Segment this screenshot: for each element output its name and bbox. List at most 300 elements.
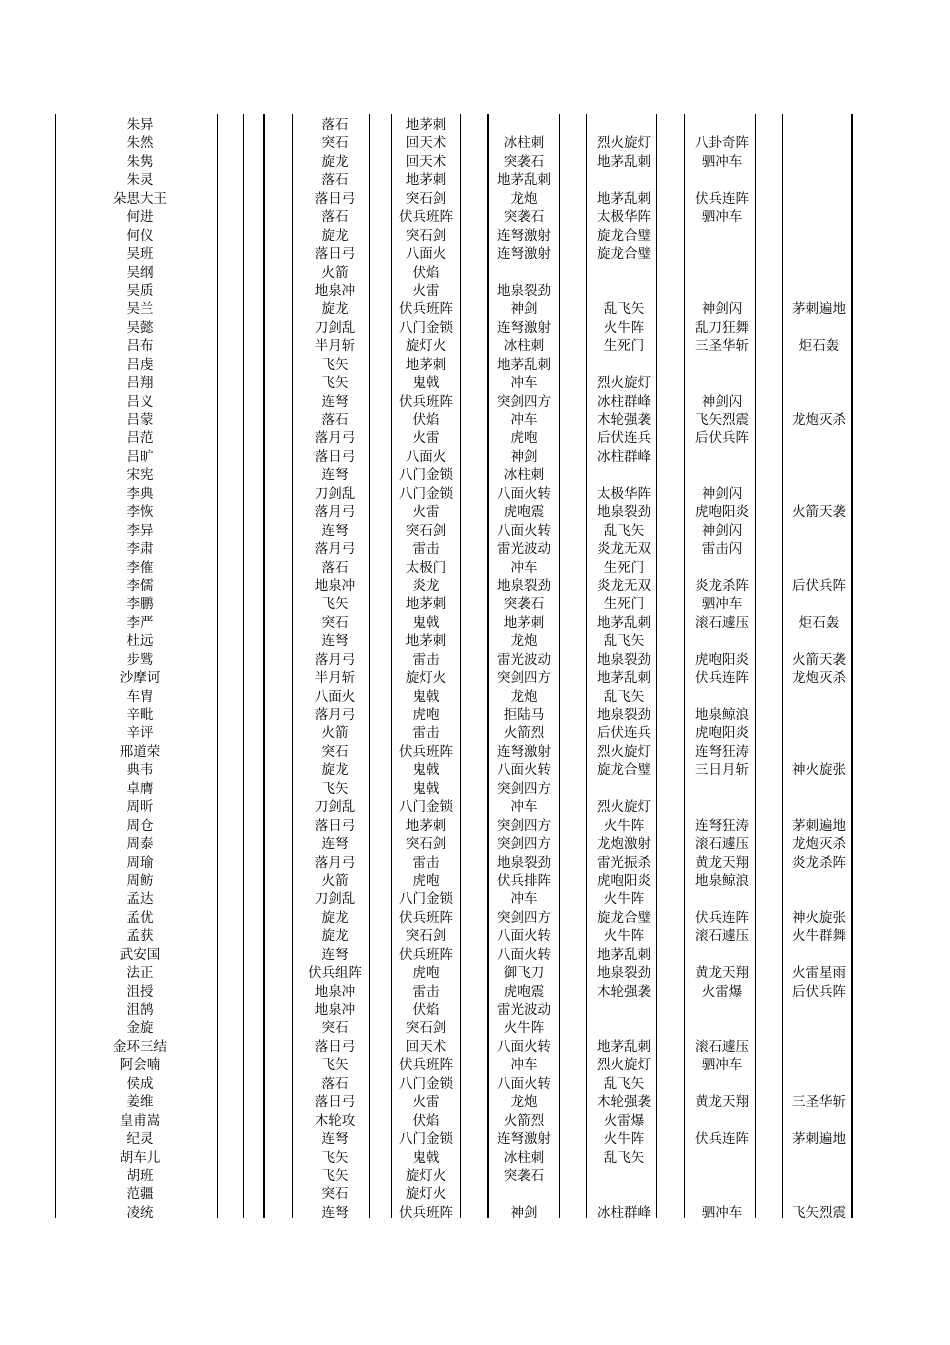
- skill-5-cell: [682, 946, 762, 964]
- table-row: [0, 1001, 950, 1019]
- skill-1-cell: 连弩: [321, 393, 349, 410]
- skill-2-cell: 太极门: [405, 559, 447, 576]
- skill-2-cell: 旋灯火: [405, 1167, 447, 1184]
- skill-6-cell: [780, 632, 858, 650]
- skill-6-cell: 龙炮灭杀: [792, 836, 846, 853]
- skill-3-cell: 神剑: [510, 301, 538, 318]
- skill-4-cell: 旋龙合璧: [597, 227, 651, 244]
- skill-2-cell: 地茅刺: [405, 117, 447, 133]
- skill-6-cell: [780, 540, 858, 558]
- table-row: [0, 1167, 950, 1185]
- table-row: [0, 245, 950, 263]
- skill-1-cell: 八面火: [314, 688, 356, 705]
- skill-6-cell: 火箭天袭: [792, 651, 846, 668]
- skill-6-cell: [780, 264, 858, 282]
- skill-6-cell: [780, 872, 858, 890]
- skill-1-cell: 突石: [321, 1186, 349, 1203]
- skill-3-cell: 突剑四方: [497, 670, 551, 687]
- skill-1-cell: 落石: [321, 117, 349, 133]
- skill-6-cell: [780, 466, 858, 484]
- table-row: [0, 448, 950, 466]
- skill-2-cell: 八门金锁: [399, 1131, 453, 1148]
- skill-3-cell: 虎咆: [510, 430, 538, 447]
- general-name-cell: 纪灵: [126, 1131, 154, 1148]
- skill-6-cell: [780, 429, 858, 447]
- skill-5-cell: 驷冲车: [701, 209, 743, 226]
- skill-6-cell: [780, 1001, 858, 1019]
- skill-5-cell: 连弩狂涛: [695, 817, 749, 834]
- skill-4-cell: 乱飞矢: [603, 688, 645, 705]
- skill-5-cell: 黄龙天翔: [695, 965, 749, 982]
- skill-5-cell: [682, 282, 762, 300]
- skill-3-cell: 连弩激射: [497, 227, 551, 244]
- table-row: [0, 411, 950, 429]
- skill-6-cell: [780, 1038, 858, 1056]
- table-row: [0, 1130, 950, 1148]
- skill-2-cell: 雷击: [412, 983, 440, 1000]
- table-row: [0, 798, 950, 816]
- skill-3-cell: 八面火转: [497, 946, 551, 963]
- general-name-cell: 周泰: [126, 836, 154, 853]
- skill-4-cell: [584, 780, 664, 798]
- skill-4-cell: [584, 1001, 664, 1019]
- table-body: [0, 116, 950, 1222]
- table-row: [0, 171, 950, 189]
- skill-1-cell: 突石: [321, 743, 349, 760]
- skill-4-cell: 地泉裂劲: [597, 504, 651, 521]
- skill-2-cell: 雷击: [412, 854, 440, 871]
- general-name-cell: 胡班: [126, 1167, 154, 1184]
- skill-3-cell: 连弩激射: [497, 319, 551, 336]
- general-name-cell: 武安国: [119, 946, 161, 963]
- skill-6-cell: [780, 559, 858, 577]
- skill-2-cell: 虎咆: [412, 707, 440, 723]
- skill-3-cell: 龙炮: [510, 688, 538, 705]
- skill-6-cell: [780, 1112, 858, 1130]
- skill-4-cell: 虎咆阳炎: [597, 872, 651, 889]
- skill-6-cell: [780, 245, 858, 263]
- skill-2-cell: 伏兵班阵: [399, 209, 453, 226]
- skill-4-cell: 炎龙无双: [597, 541, 651, 558]
- skill-5-cell: [682, 890, 762, 908]
- skill-5-cell: [682, 798, 762, 816]
- general-name-cell: 典韦: [126, 762, 154, 779]
- table-row: [0, 116, 950, 134]
- general-name-cell: 孟达: [126, 891, 154, 908]
- skill-3-cell: 八面火转: [497, 1038, 551, 1055]
- skill-6-cell: 龙炮灭杀: [792, 670, 846, 687]
- table-row: [0, 540, 950, 558]
- skill-3-cell: 八面火转: [497, 928, 551, 945]
- table-row: [0, 134, 950, 152]
- skill-3-cell: 伏兵排阵: [497, 872, 551, 889]
- skill-5-cell: 驷冲车: [701, 1204, 743, 1221]
- general-name-cell: 何进: [126, 209, 154, 226]
- general-name-cell: 周仓: [126, 817, 154, 834]
- skill-2-cell: 八门金锁: [399, 485, 453, 502]
- skill-5-cell: 驷冲车: [701, 1057, 743, 1074]
- table-row: [0, 983, 950, 1001]
- skill-5-cell: 神剑闪: [701, 522, 743, 539]
- skill-6-cell: [780, 374, 858, 392]
- skill-4-cell: 乱飞矢: [603, 633, 645, 650]
- skill-1-cell: 落日弓: [314, 448, 356, 465]
- skill-2-cell: 八门金锁: [399, 319, 453, 336]
- skill-5-cell: 黄龙天翔: [695, 854, 749, 871]
- skill-4-cell: 火雷爆: [603, 1112, 645, 1129]
- skill-1-cell: 旋龙: [321, 762, 349, 779]
- skill-3-cell: 冰柱刺: [503, 1149, 545, 1166]
- general-name-cell: 卓膺: [126, 780, 154, 797]
- skill-6-cell: [780, 798, 858, 816]
- skill-2-cell: 虎咆: [412, 872, 440, 889]
- skill-6-cell: 茅刺遍地: [792, 817, 846, 834]
- skill-4-cell: 乱飞矢: [603, 1075, 645, 1092]
- skill-1-cell: 突石: [321, 1020, 349, 1037]
- skill-2-cell: 雷击: [412, 651, 440, 668]
- skill-4-cell: [584, 282, 664, 300]
- skill-3-cell: 雷光波动: [497, 541, 551, 558]
- skill-5-cell: [682, 632, 762, 650]
- skill-4-cell: 木轮强袭: [597, 983, 651, 1000]
- skill-5-cell: [682, 245, 762, 263]
- skill-1-cell: 连弩: [321, 467, 349, 484]
- skill-6-cell: 炎龙杀阵: [792, 854, 846, 871]
- table-row: [0, 817, 950, 835]
- general-name-cell: 李异: [126, 522, 154, 539]
- skill-3-cell: 冲车: [510, 891, 538, 908]
- skill-3-cell: 突剑四方: [497, 817, 551, 834]
- skill-5-cell: 八卦奇阵: [695, 135, 749, 152]
- skill-4-cell: [584, 1185, 664, 1203]
- skill-4-cell: 冰柱群峰: [597, 448, 651, 465]
- skill-2-cell: 伏兵班阵: [399, 743, 453, 760]
- table-row: [0, 264, 950, 282]
- skill-3-cell: 八面火转: [497, 485, 551, 502]
- skill-6-cell: 飞矢烈震: [792, 1204, 846, 1221]
- skill-2-cell: 雷击: [412, 725, 440, 742]
- skill-5-cell: 虎咆阳炎: [695, 651, 749, 668]
- skill-4-cell: [584, 116, 664, 134]
- skill-3-cell: 突剑四方: [497, 393, 551, 410]
- skill-5-cell: 伏兵连阵: [695, 190, 749, 207]
- general-name-cell: 李傕: [126, 559, 154, 576]
- skill-3-cell: 虎咆震: [503, 504, 545, 521]
- skill-1-cell: 连弩: [321, 522, 349, 539]
- skill-5-cell: 驷冲车: [701, 153, 743, 170]
- skill-4-cell: [584, 1019, 664, 1037]
- skill-2-cell: 地茅刺: [405, 356, 447, 373]
- skill-5-cell: 虎咆阳炎: [695, 725, 749, 742]
- table-row: [0, 964, 950, 982]
- skill-3-cell: 连弩激射: [497, 1131, 551, 1148]
- skill-4-cell: 地茅乱刺: [597, 1038, 651, 1055]
- skill-3-cell: 冲车: [510, 412, 538, 428]
- skill-2-cell: 火雷: [412, 1094, 440, 1111]
- skill-5-cell: 虎咆阳炎: [695, 504, 749, 521]
- skill-1-cell: 地泉冲: [314, 1002, 356, 1018]
- skill-4-cell: [584, 466, 664, 484]
- skill-3-cell: 突袭石: [503, 596, 545, 613]
- skill-4-cell: 地泉裂劲: [597, 965, 651, 982]
- skill-1-cell: 连弩: [321, 1204, 349, 1221]
- skill-6-cell: 火箭天袭: [792, 504, 846, 521]
- table-row: [0, 1112, 950, 1130]
- skill-5-cell: 滚石遽压: [695, 928, 749, 945]
- general-name-cell: 吕义: [126, 393, 154, 410]
- skill-2-cell: 旋灯火: [405, 1186, 447, 1203]
- skill-4-cell: 旋龙合璧: [597, 909, 651, 926]
- skill-4-cell: 烈火旋灯: [597, 135, 651, 152]
- skill-3-cell: 拒陆马: [503, 707, 545, 723]
- table-row: [0, 227, 950, 245]
- table-row: [0, 577, 950, 595]
- table-row: [0, 319, 950, 337]
- general-name-cell: 李典: [126, 485, 154, 502]
- skill-3-cell: 御飞刀: [503, 965, 545, 982]
- skill-1-cell: 伏兵组阵: [308, 965, 362, 982]
- skill-6-cell: [780, 116, 858, 134]
- general-name-cell: 沙摩诃: [119, 670, 161, 687]
- skill-2-cell: 伏兵班阵: [399, 909, 453, 926]
- skill-4-cell: [584, 264, 664, 282]
- skill-1-cell: 落石: [321, 1075, 349, 1092]
- general-name-cell: 李儒: [126, 577, 154, 594]
- skill-5-cell: [682, 264, 762, 282]
- skill-6-cell: 炬石轰: [798, 614, 840, 631]
- skill-5-cell: 滚石遽压: [695, 1038, 749, 1055]
- skill-6-cell: [780, 724, 858, 742]
- skill-5-cell: 滚石遽压: [695, 836, 749, 853]
- table-row: [0, 522, 950, 540]
- skill-1-cell: 飞矢: [321, 1149, 349, 1166]
- skill-6-cell: [780, 1167, 858, 1185]
- skill-1-cell: 落石: [321, 209, 349, 226]
- skill-5-cell: 后伏兵阵: [695, 430, 749, 447]
- skill-2-cell: 地茅刺: [405, 172, 447, 189]
- skill-4-cell: 地茅乱刺: [597, 190, 651, 207]
- skill-3-cell: 突剑四方: [497, 780, 551, 797]
- skill-1-cell: 旋龙: [321, 909, 349, 926]
- skill-2-cell: 伏兵班阵: [399, 301, 453, 318]
- general-name-cell: 吕范: [126, 430, 154, 447]
- skill-6-cell: [780, 1185, 858, 1203]
- skill-4-cell: 旋龙合璧: [597, 762, 651, 779]
- general-name-cell: 李严: [126, 614, 154, 631]
- skill-1-cell: 地泉冲: [314, 983, 356, 1000]
- skill-3-cell: 火箭烈: [503, 1112, 545, 1129]
- skill-2-cell: 旋灯火: [405, 670, 447, 687]
- skill-5-cell: 乱刀狂舞: [695, 319, 749, 336]
- skill-3-cell: 雷光波动: [497, 1002, 551, 1018]
- skill-6-cell: [780, 743, 858, 761]
- skill-6-cell: [780, 1075, 858, 1093]
- general-name-cell: 吴班: [126, 246, 154, 263]
- skill-1-cell: 落月弓: [314, 541, 356, 558]
- table-row: [0, 208, 950, 226]
- general-name-cell: 沮鹄: [126, 1002, 154, 1018]
- table-row: [0, 854, 950, 872]
- skill-2-cell: 地茅刺: [405, 633, 447, 650]
- skill-2-cell: 鬼戟: [412, 780, 440, 797]
- skill-1-cell: 旋龙: [321, 301, 349, 318]
- skill-3-cell: 地茅刺: [503, 614, 545, 631]
- skill-1-cell: 刀剑乱: [314, 319, 356, 336]
- skill-4-cell: 乱飞矢: [603, 522, 645, 539]
- skill-3-cell: 连弩激射: [497, 743, 551, 760]
- skill-6-cell: [780, 522, 858, 540]
- skill-2-cell: 鬼戟: [412, 762, 440, 779]
- general-name-cell: 辛评: [126, 725, 154, 742]
- skill-4-cell: 太极华阵: [597, 209, 651, 226]
- skill-3-cell: 龙炮: [510, 1094, 538, 1111]
- skill-5-cell: [682, 171, 762, 189]
- skill-2-cell: 回天术: [405, 153, 447, 170]
- skill-3-cell: [486, 116, 562, 134]
- skill-4-cell: 雷光振杀: [597, 854, 651, 871]
- table-row: [0, 300, 950, 318]
- skill-2-cell: 伏焰: [412, 1112, 440, 1129]
- skill-6-cell: 炬石轰: [798, 338, 840, 355]
- table-row: [0, 706, 950, 724]
- skill-5-cell: 火雷爆: [701, 983, 743, 1000]
- skill-1-cell: 半月斩: [314, 670, 356, 687]
- skill-4-cell: 后伏连兵: [597, 430, 651, 447]
- table-row: [0, 890, 950, 908]
- skill-1-cell: 飞矢: [321, 375, 349, 392]
- skill-3-cell: [486, 1185, 562, 1203]
- general-name-cell: 何仪: [126, 227, 154, 244]
- skill-3-cell: 冰柱刺: [503, 135, 545, 152]
- skill-1-cell: 刀剑乱: [314, 891, 356, 908]
- skill-6-cell: 后伏兵阵: [792, 983, 846, 1000]
- skill-1-cell: 地泉冲: [314, 577, 356, 594]
- skill-1-cell: 突石: [321, 135, 349, 152]
- skill-6-cell: [780, 485, 858, 503]
- skill-3-cell: 八面火转: [497, 522, 551, 539]
- skill-6-cell: [780, 706, 858, 724]
- skill-5-cell: 飞矢烈震: [695, 412, 749, 428]
- skill-3-cell: 地泉裂劲: [497, 577, 551, 594]
- skill-6-cell: [780, 134, 858, 152]
- skill-1-cell: 飞矢: [321, 1057, 349, 1074]
- skill-5-cell: [682, 1185, 762, 1203]
- skill-1-cell: 连弩: [321, 836, 349, 853]
- skill-5-cell: [682, 1149, 762, 1167]
- skill-4-cell: 冰柱群峰: [597, 393, 651, 410]
- general-name-cell: 李恢: [126, 504, 154, 521]
- skill-5-cell: [682, 1001, 762, 1019]
- general-name-cell: 周瑜: [126, 854, 154, 871]
- skill-4-cell: [584, 1167, 664, 1185]
- skill-3-cell: 虎咆震: [503, 983, 545, 1000]
- table-row: [0, 282, 950, 300]
- general-name-cell: 侯成: [126, 1075, 154, 1092]
- table-row: [0, 374, 950, 392]
- skill-2-cell: 炎龙: [412, 577, 440, 594]
- skill-2-cell: 八门金锁: [399, 1075, 453, 1092]
- skill-3-cell: 火箭烈: [503, 725, 545, 742]
- table-row: [0, 1075, 950, 1093]
- general-name-cell: 朱隽: [126, 153, 154, 170]
- skill-4-cell: 火牛阵: [603, 319, 645, 336]
- general-name-cell: 周鲂: [126, 872, 154, 889]
- skill-3-cell: 突袭石: [503, 1167, 545, 1184]
- skill-3-cell: 八面火转: [497, 1075, 551, 1092]
- skill-3-cell: 冲车: [510, 1057, 538, 1074]
- table-row: [0, 1038, 950, 1056]
- skill-6-cell: [780, 780, 858, 798]
- general-name-cell: 李鹏: [126, 596, 154, 613]
- skill-2-cell: 地茅刺: [405, 817, 447, 834]
- skill-5-cell: 连弩狂涛: [695, 743, 749, 760]
- skill-5-cell: 雷击闪: [701, 541, 743, 558]
- skill-4-cell: 冰柱群峰: [597, 1204, 651, 1221]
- table-row: [0, 688, 950, 706]
- skill-1-cell: 突石: [321, 614, 349, 631]
- skill-2-cell: 伏兵班阵: [399, 946, 453, 963]
- skill-2-cell: 伏兵班阵: [399, 393, 453, 410]
- skill-1-cell: 旋龙: [321, 153, 349, 170]
- skill-3-cell: 突袭石: [503, 209, 545, 226]
- table-row: [0, 1019, 950, 1037]
- general-name-cell: 金环三结: [113, 1038, 167, 1055]
- table-row: [0, 909, 950, 927]
- skill-2-cell: 突石剑: [405, 227, 447, 244]
- skill-6-cell: [780, 393, 858, 411]
- general-name-cell: 吕翔: [126, 375, 154, 392]
- skill-4-cell: [584, 356, 664, 374]
- general-name-cell: 步骘: [126, 651, 154, 668]
- skill-4-cell: 烈火旋灯: [597, 375, 651, 392]
- skill-4-cell: 火牛阵: [603, 817, 645, 834]
- skill-4-cell: 火牛阵: [603, 928, 645, 945]
- table-row: [0, 466, 950, 484]
- skill-6-cell: [780, 1019, 858, 1037]
- skill-2-cell: 鬼戟: [412, 688, 440, 705]
- skill-5-cell: 滚石遽压: [695, 614, 749, 631]
- table-row: [0, 190, 950, 208]
- general-name-cell: 宋宪: [126, 467, 154, 484]
- skill-1-cell: 落日弓: [314, 1094, 356, 1111]
- skill-1-cell: 落月弓: [314, 854, 356, 871]
- skill-5-cell: [682, 1019, 762, 1037]
- skill-5-cell: 驷冲车: [701, 596, 743, 613]
- table-row: [0, 393, 950, 411]
- skill-5-cell: 伏兵连阵: [695, 670, 749, 687]
- skill-2-cell: 突石剑: [405, 190, 447, 207]
- skill-6-cell: [780, 356, 858, 374]
- skill-3-cell: 火牛阵: [503, 1020, 545, 1037]
- skill-2-cell: 回天术: [405, 1038, 447, 1055]
- skill-6-cell: [780, 1149, 858, 1167]
- skill-1-cell: 木轮攻: [314, 1112, 356, 1129]
- skill-4-cell: 烈火旋灯: [597, 799, 651, 816]
- table-row: [0, 651, 950, 669]
- skill-1-cell: 刀剑乱: [314, 485, 356, 502]
- table-row: [0, 927, 950, 945]
- skill-4-cell: 地茅乱刺: [597, 670, 651, 687]
- table-row: [0, 153, 950, 171]
- skill-2-cell: 雷击: [412, 541, 440, 558]
- skill-1-cell: 落日弓: [314, 190, 356, 207]
- skill-6-cell: 神火旋张: [792, 762, 846, 779]
- skill-6-cell: 三圣华斩: [792, 1094, 846, 1111]
- general-name-cell: 周昕: [126, 799, 154, 816]
- skill-6-cell: [780, 227, 858, 245]
- skill-2-cell: 鬼戟: [412, 375, 440, 392]
- general-name-cell: 吕旷: [126, 448, 154, 465]
